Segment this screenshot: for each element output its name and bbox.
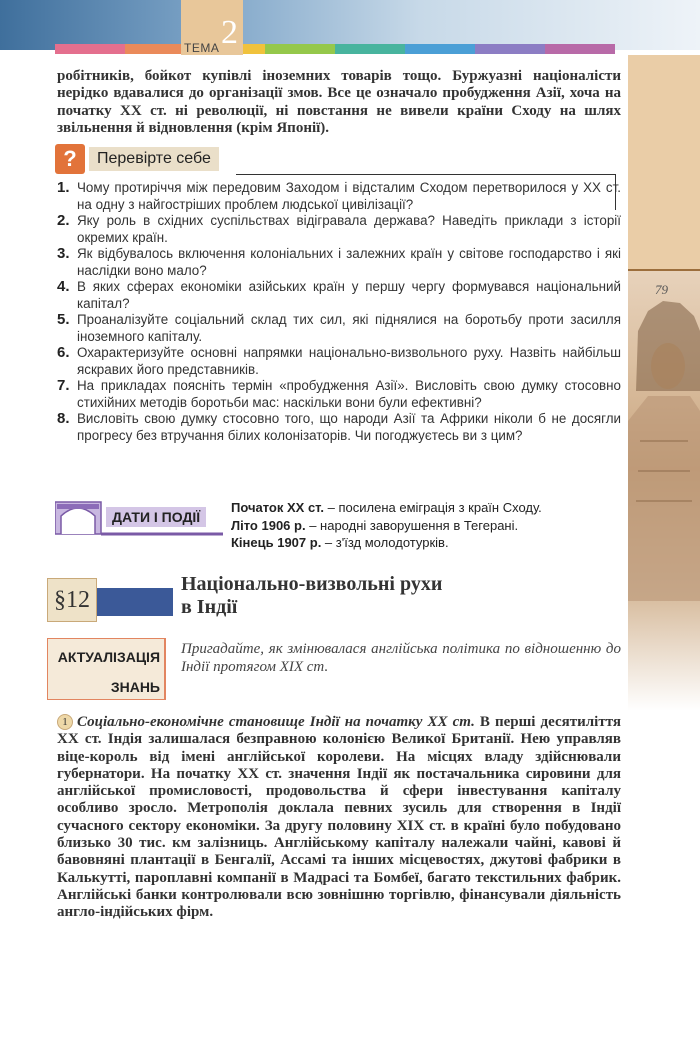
actualization-box bbox=[47, 638, 165, 700]
question-text: Чому протиріччя між передовим Заходом і відсталим Сходом перетворилося у ХХ ст. на одну з найгостріших проблем людської цивілізації? bbox=[77, 180, 621, 212]
theme-label: ТЕМА bbox=[184, 41, 220, 55]
list-item bbox=[231, 534, 621, 552]
list-item bbox=[57, 345, 621, 378]
actualization-divider bbox=[165, 638, 166, 700]
question-text: Висловіть свою думку стосовно того, що народи Азії та Африки ніколи б не досягли прогресу без втручання білих колонізаторів. Чи погоджуєтесь ви з цим? bbox=[77, 411, 621, 443]
date-label: Початок ХХ ст. bbox=[231, 500, 325, 515]
date-event: – посилена еміграція з країн Сходу. bbox=[324, 500, 542, 515]
date-event: – з'їзд молодотурків. bbox=[321, 535, 449, 550]
theme-number: 2 bbox=[221, 14, 238, 51]
question-list bbox=[57, 180, 621, 444]
list-item bbox=[57, 279, 621, 312]
list-item bbox=[57, 213, 621, 246]
strip-segment bbox=[265, 44, 335, 54]
date-event: – народні заворушення в Тегерані. bbox=[305, 517, 519, 533]
section-bar bbox=[97, 588, 173, 616]
list-item bbox=[57, 180, 621, 213]
strip-segment bbox=[55, 44, 125, 54]
date-label: Кінець 1907 р. bbox=[231, 535, 322, 550]
question-number: 8. bbox=[57, 410, 70, 427]
section-title-line: Національно-визвольні рухи bbox=[181, 573, 443, 595]
margin-photo bbox=[628, 271, 700, 711]
question-number: 4. bbox=[57, 278, 70, 295]
section-title-line: в Індії bbox=[181, 596, 238, 618]
list-item bbox=[57, 312, 621, 345]
subsection-text: В перші десятиліття ХХ ст. Індія залишалася безправною колонією Великої Британії. Нею управляв віце-король від імені англійської королеви. На місцях владу здійснювали губернатори. На початку ХХ ст. значення Індії як постачальника сировини для англійської промисловості, продовольства й сфери інвестування капіталу особливо зросло. Метрополія доклала певних зусиль для створення в Індії сучасного сектору економіки. За другу половину ХІХ ст. в країні було побудовано близько 30 тис. км залізниць. Англійському капіталу належали чайні, кавові й бавовняні плантації в Бенгалії, Ассамі та інших місцевостях, джутові фабрики в Калькутті, пароплавні компанії в Мадрасі та Бомбеї, багато текстильних фабрик. Англійські банки контролювали всю зовнішню торгівлю, фінансували діяльність англо-індійських фірм. bbox=[57, 714, 621, 921]
question-number: 7. bbox=[57, 377, 70, 394]
list-item bbox=[57, 411, 621, 444]
actualization-label: ЗНАНЬ bbox=[110, 679, 160, 695]
question-number: 2. bbox=[57, 212, 70, 229]
strip-segment bbox=[405, 44, 475, 54]
strip-segment bbox=[335, 44, 405, 54]
actualization-label: АКТУАЛІЗАЦІЯ bbox=[57, 649, 160, 665]
question-number: 5. bbox=[57, 311, 70, 328]
portrait-illustration bbox=[628, 271, 700, 711]
question-text: Яку роль в східних суспільствах відігравала держава? Наведіть приклади з історії окремих країн. bbox=[77, 213, 621, 245]
check-yourself-header bbox=[55, 143, 237, 175]
question-text: На прикладах поясніть термін «пробудження Азії». Висловіть свою думку стосовно стихійних методів боротьби мас: наскільки вони були ефективні? bbox=[77, 378, 621, 410]
question-text: В яких сферах економіки азійських країн у першу чергу формувався національний капітал? bbox=[77, 279, 621, 311]
check-yourself-title: Перевірте себе bbox=[89, 147, 219, 171]
header-band bbox=[0, 0, 700, 50]
margin-panel bbox=[628, 55, 700, 269]
section-title bbox=[181, 573, 442, 619]
theme-color-strip bbox=[55, 44, 615, 54]
strip-segment bbox=[545, 44, 615, 54]
date-label: Літо 1906 р. bbox=[231, 517, 306, 533]
question-number: 3. bbox=[57, 245, 70, 262]
subsection-paragraph bbox=[57, 714, 621, 922]
question-text: Як відбувалось включення колоніальних і залежних країн у світове господарство і які наслідки воно мало? bbox=[77, 246, 621, 278]
question-text: Охарактеризуйте основні напрямки національно-визвольного руху. Назвіть найбільш яскравих його представників. bbox=[77, 345, 621, 377]
dates-list bbox=[231, 499, 621, 552]
recall-prompt: Пригадайте, як змінювалася англійська політика по відношенню до Індії протягом ХІХ ст. bbox=[181, 641, 621, 675]
list-item bbox=[231, 517, 621, 535]
dates-title: ДАТИ І ПОДІЇ bbox=[106, 507, 206, 527]
face-shape bbox=[651, 343, 685, 389]
check-divider bbox=[236, 174, 616, 175]
intro-paragraph: робітників, бойкот купівлі іноземних товарів тощо. Буржуазні націоналісти нерідко вдавалися до організації змов. Все це означало пробудження Азії, хоча на початку ХХ ст. ні революції, ні повстання не вивели країни Сходу на шлях звільнення й відновлення (крім Японії). bbox=[57, 68, 621, 136]
question-text: Проаналізуйте соціальний склад тих сил, які піднялися на боротьбу проти засилля іноземного капіталу. bbox=[77, 312, 621, 344]
question-number: 6. bbox=[57, 344, 70, 361]
subsection-heading: Соціально-економічне становище Індії на початку ХХ ст. bbox=[77, 714, 475, 730]
list-item bbox=[231, 499, 621, 517]
body-shape bbox=[628, 396, 700, 601]
question-number: 1. bbox=[57, 179, 70, 196]
page-number: 79 bbox=[655, 282, 668, 297]
list-item bbox=[57, 246, 621, 279]
list-item bbox=[57, 378, 621, 411]
subsection-number-badge: 1 bbox=[57, 714, 73, 730]
question-icon: ? bbox=[55, 144, 85, 174]
section-number: §12 bbox=[47, 578, 97, 622]
strip-segment bbox=[475, 44, 545, 54]
